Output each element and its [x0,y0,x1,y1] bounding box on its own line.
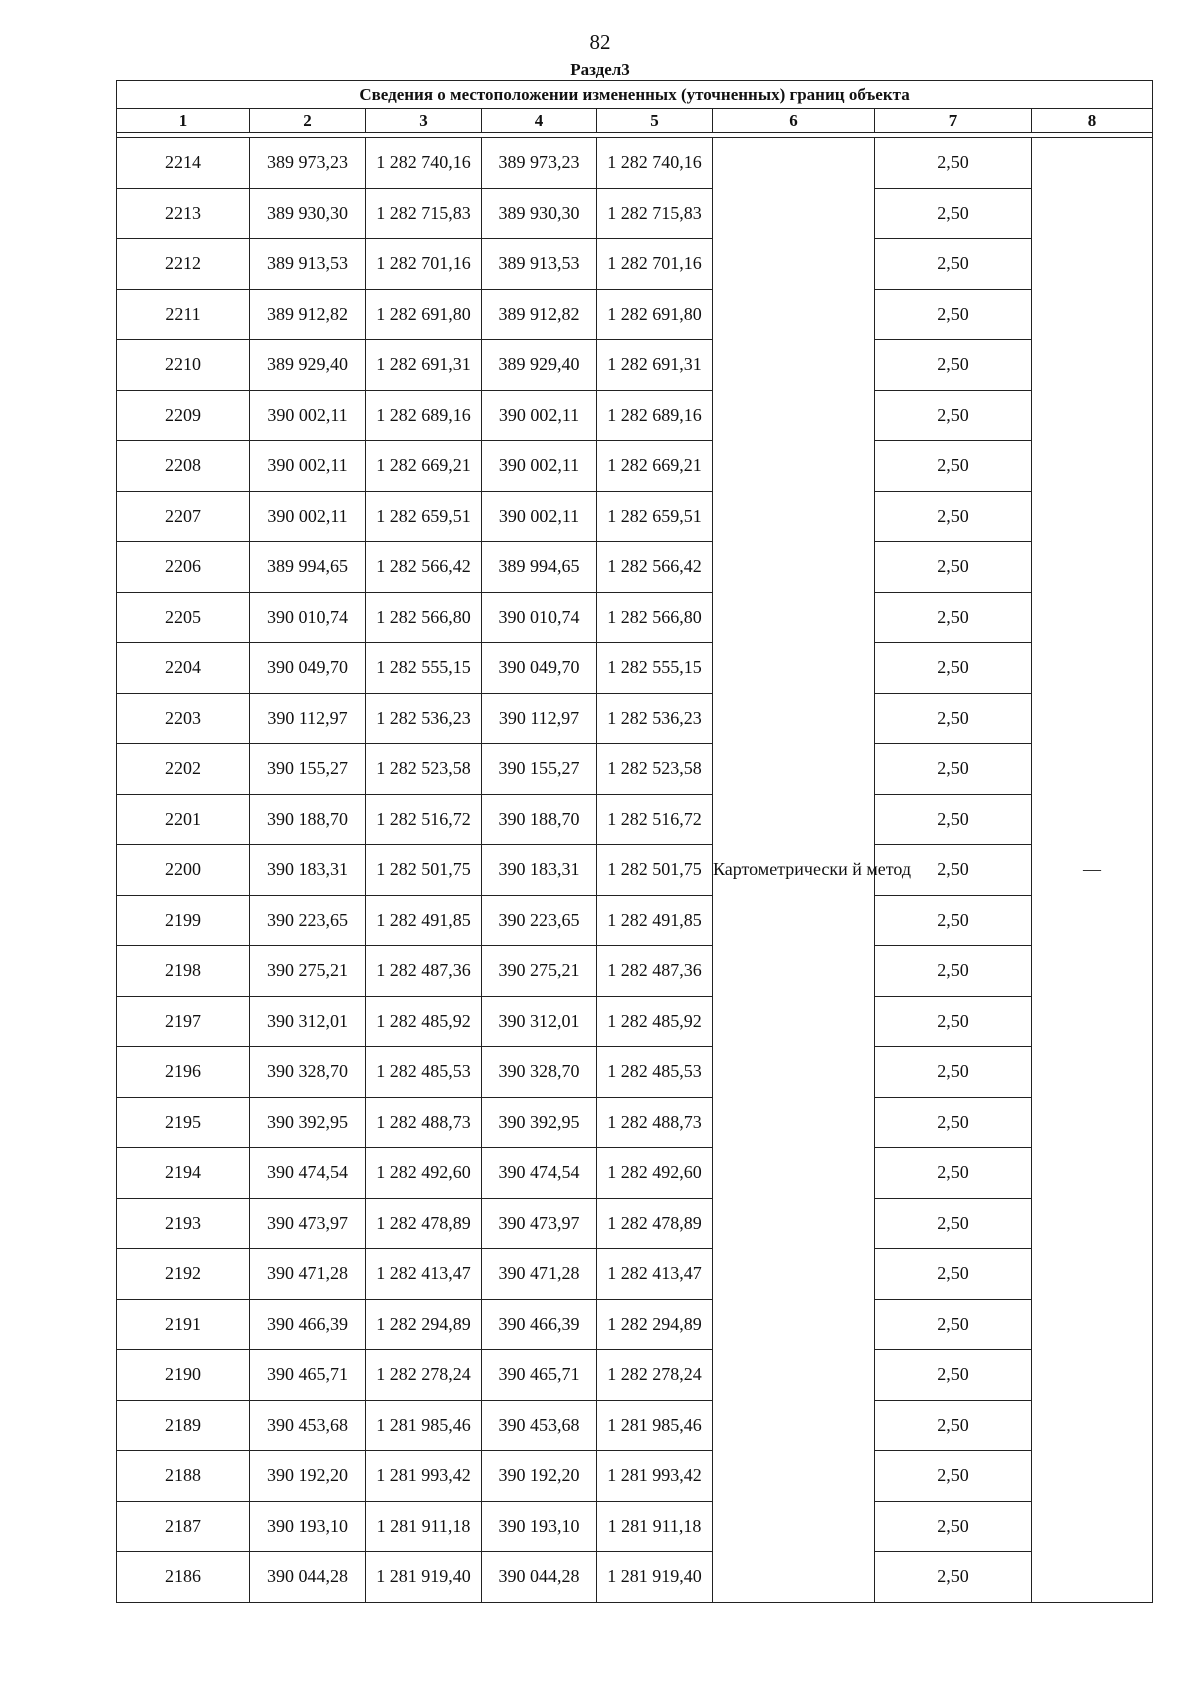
accuracy-cell: 2,50 [875,340,1032,391]
y-existing-cell: 1 282 701,16 [366,239,482,290]
y-new-cell: 1 282 478,89 [597,1198,713,1249]
x-new-cell: 390 392,95 [482,1097,597,1148]
y-new-cell: 1 282 488,73 [597,1097,713,1148]
point-number-cell: 2203 [117,693,250,744]
point-number-cell: 2205 [117,592,250,643]
column-header: 4 [482,109,597,133]
table-row [117,1198,1153,1249]
x-new-cell: 389 994,65 [482,542,597,593]
table-row [117,1047,1153,1098]
x-new-cell: 390 453,68 [482,1400,597,1451]
point-number-cell: 2198 [117,946,250,997]
point-number-cell: 2196 [117,1047,250,1098]
column-header: 2 [250,109,366,133]
table-row [117,1249,1153,1300]
y-new-cell: 1 282 691,31 [597,340,713,391]
y-existing-cell: 1 281 919,40 [366,1552,482,1603]
accuracy-cell: 2,50 [875,390,1032,441]
x-new-cell: 389 913,53 [482,239,597,290]
accuracy-cell: 2,50 [875,1400,1032,1451]
table-row [117,946,1153,997]
accuracy-cell: 2,50 [875,996,1032,1047]
column-header: 5 [597,109,713,133]
accuracy-cell: 2,50 [875,1552,1032,1603]
accuracy-cell: 2,50 [875,744,1032,795]
y-new-cell: 1 281 911,18 [597,1501,713,1552]
table-row [117,289,1153,340]
y-new-cell: 1 282 294,89 [597,1299,713,1350]
y-existing-cell: 1 282 413,47 [366,1249,482,1300]
table-row [117,188,1153,239]
x-new-cell: 390 193,10 [482,1501,597,1552]
y-existing-cell: 1 282 555,15 [366,643,482,694]
point-number-cell: 2210 [117,340,250,391]
x-new-cell: 390 465,71 [482,1350,597,1401]
accuracy-cell: 2,50 [875,1249,1032,1300]
x-new-cell: 389 912,82 [482,289,597,340]
table-row [117,441,1153,492]
y-existing-cell: 1 282 491,85 [366,895,482,946]
method-cell: Картометрически й метод [713,138,875,1603]
y-existing-cell: 1 282 501,75 [366,845,482,896]
y-existing-cell: 1 282 278,24 [366,1350,482,1401]
y-new-cell: 1 282 487,36 [597,946,713,997]
table-row [117,592,1153,643]
x-existing-cell: 390 044,28 [250,1552,366,1603]
x-new-cell: 390 471,28 [482,1249,597,1300]
y-existing-cell: 1 282 485,53 [366,1047,482,1098]
page-number: 82 [589,30,611,54]
point-number-cell: 2188 [117,1451,250,1502]
x-existing-cell: 389 913,53 [250,239,366,290]
x-existing-cell: 390 392,95 [250,1097,366,1148]
table-row [117,996,1153,1047]
y-existing-cell: 1 282 691,80 [366,289,482,340]
y-existing-cell: 1 282 659,51 [366,491,482,542]
y-new-cell: 1 282 566,42 [597,542,713,593]
point-number-cell: 2214 [117,138,250,189]
x-new-cell: 390 002,11 [482,441,597,492]
boundary-table [116,80,1153,1603]
accuracy-cell: 2,50 [875,1350,1032,1401]
point-number-cell: 2206 [117,542,250,593]
table-row [117,1501,1153,1552]
table-row [117,845,1153,896]
table-row [117,542,1153,593]
x-existing-cell: 390 474,54 [250,1148,366,1199]
x-existing-cell: 389 929,40 [250,340,366,391]
column-header: 6 [713,109,875,133]
y-new-cell: 1 282 523,58 [597,744,713,795]
x-existing-cell: 390 002,11 [250,390,366,441]
section-title: Раздел3 [570,60,630,79]
x-existing-cell: 390 193,10 [250,1501,366,1552]
x-new-cell: 390 473,97 [482,1198,597,1249]
x-existing-cell: 390 473,97 [250,1198,366,1249]
x-existing-cell: 389 973,23 [250,138,366,189]
accuracy-cell: 2,50 [875,794,1032,845]
y-existing-cell: 1 282 485,92 [366,996,482,1047]
point-number-cell: 2186 [117,1552,250,1603]
point-number-cell: 2213 [117,188,250,239]
x-existing-cell: 390 328,70 [250,1047,366,1098]
point-number-cell: 2204 [117,643,250,694]
x-new-cell: 390 474,54 [482,1148,597,1199]
table-row [117,1299,1153,1350]
x-new-cell: 390 183,31 [482,845,597,896]
table-row [117,895,1153,946]
x-new-cell: 390 002,11 [482,491,597,542]
accuracy-cell: 2,50 [875,1097,1032,1148]
header-row [117,109,1153,133]
y-new-cell: 1 282 485,92 [597,996,713,1047]
column-header: 8 [1032,109,1153,133]
y-new-cell: 1 282 485,53 [597,1047,713,1098]
table-row [117,643,1153,694]
x-new-cell: 390 010,74 [482,592,597,643]
x-new-cell: 390 466,39 [482,1299,597,1350]
accuracy-cell: 2,50 [875,491,1032,542]
x-existing-cell: 390 049,70 [250,643,366,694]
table-row [117,1400,1153,1451]
accuracy-cell: 2,50 [875,441,1032,492]
point-number-cell: 2190 [117,1350,250,1401]
x-existing-cell: 390 465,71 [250,1350,366,1401]
x-existing-cell: 390 002,11 [250,441,366,492]
x-existing-cell: 390 002,11 [250,491,366,542]
y-existing-cell: 1 282 478,89 [366,1198,482,1249]
x-existing-cell: 390 453,68 [250,1400,366,1451]
x-new-cell: 390 312,01 [482,996,597,1047]
table-row [117,1350,1153,1401]
y-existing-cell: 1 282 689,16 [366,390,482,441]
x-new-cell: 390 044,28 [482,1552,597,1603]
table-row [117,1148,1153,1199]
point-number-cell: 2191 [117,1299,250,1350]
table-row [117,1451,1153,1502]
x-new-cell: 390 002,11 [482,390,597,441]
point-number-cell: 2202 [117,744,250,795]
x-existing-cell: 389 994,65 [250,542,366,593]
table-row [117,1097,1153,1148]
y-existing-cell: 1 281 911,18 [366,1501,482,1552]
column-header: 1 [117,109,250,133]
y-new-cell: 1 282 536,23 [597,693,713,744]
y-new-cell: 1 281 993,42 [597,1451,713,1502]
x-new-cell: 390 328,70 [482,1047,597,1098]
y-new-cell: 1 282 740,16 [597,138,713,189]
y-existing-cell: 1 282 492,60 [366,1148,482,1199]
point-number-cell: 2207 [117,491,250,542]
x-existing-cell: 390 466,39 [250,1299,366,1350]
y-new-cell: 1 282 669,21 [597,441,713,492]
accuracy-cell: 2,50 [875,542,1032,593]
accuracy-cell: 2,50 [875,188,1032,239]
point-number-cell: 2200 [117,845,250,896]
y-existing-cell: 1 282 487,36 [366,946,482,997]
y-new-cell: 1 282 701,16 [597,239,713,290]
y-new-cell: 1 282 516,72 [597,794,713,845]
y-existing-cell: 1 281 993,42 [366,1451,482,1502]
x-new-cell: 389 929,40 [482,340,597,391]
x-new-cell: 390 275,21 [482,946,597,997]
accuracy-cell: 2,50 [875,1198,1032,1249]
y-new-cell: 1 282 278,24 [597,1350,713,1401]
y-new-cell: 1 282 491,85 [597,895,713,946]
table-row [117,693,1153,744]
column-header: 3 [366,109,482,133]
y-existing-cell: 1 282 294,89 [366,1299,482,1350]
table-row [117,794,1153,845]
table-row [117,1552,1153,1603]
point-number-cell: 2192 [117,1249,250,1300]
accuracy-cell: 2,50 [875,1148,1032,1199]
x-existing-cell: 390 155,27 [250,744,366,795]
accuracy-cell: 2,50 [875,1299,1032,1350]
point-number-cell: 2194 [117,1148,250,1199]
table-row [117,239,1153,290]
x-existing-cell: 390 312,01 [250,996,366,1047]
x-existing-cell: 389 912,82 [250,289,366,340]
y-new-cell: 1 282 492,60 [597,1148,713,1199]
y-new-cell: 1 281 919,40 [597,1552,713,1603]
y-new-cell: 1 282 555,15 [597,643,713,694]
point-number-cell: 2211 [117,289,250,340]
x-new-cell: 390 223,65 [482,895,597,946]
y-existing-cell: 1 282 691,31 [366,340,482,391]
table-row [117,340,1153,391]
point-number-cell: 2208 [117,441,250,492]
x-existing-cell: 390 112,97 [250,693,366,744]
y-existing-cell: 1 281 985,46 [366,1400,482,1451]
accuracy-cell: 2,50 [875,895,1032,946]
x-existing-cell: 390 010,74 [250,592,366,643]
x-existing-cell: 390 192,20 [250,1451,366,1502]
y-existing-cell: 1 282 536,23 [366,693,482,744]
point-number-cell: 2189 [117,1400,250,1451]
accuracy-cell: 2,50 [875,643,1032,694]
point-number-cell: 2199 [117,895,250,946]
accuracy-cell: 2,50 [875,946,1032,997]
x-existing-cell: 390 275,21 [250,946,366,997]
y-existing-cell: 1 282 740,16 [366,138,482,189]
table-body [117,138,1153,1603]
y-new-cell: 1 282 659,51 [597,491,713,542]
accuracy-cell: 2,50 [875,1047,1032,1098]
point-number-cell: 2212 [117,239,250,290]
y-new-cell: 1 282 566,80 [597,592,713,643]
y-new-cell: 1 282 691,80 [597,289,713,340]
x-existing-cell: 389 930,30 [250,188,366,239]
col8-cell: — [1032,138,1153,1603]
y-existing-cell: 1 282 523,58 [366,744,482,795]
table-caption: Сведения о местоположении измененных (уточненных) границ объекта [117,81,1153,109]
y-new-cell: 1 282 715,83 [597,188,713,239]
accuracy-cell: 2,50 [875,289,1032,340]
y-existing-cell: 1 282 566,42 [366,542,482,593]
x-new-cell: 389 973,23 [482,138,597,189]
accuracy-cell: 2,50 [875,138,1032,189]
y-existing-cell: 1 282 516,72 [366,794,482,845]
accuracy-cell: 2,50 [875,239,1032,290]
y-new-cell: 1 281 985,46 [597,1400,713,1451]
point-number-cell: 2193 [117,1198,250,1249]
table-row [117,491,1153,542]
table-row [117,138,1153,189]
accuracy-cell: 2,50 [875,592,1032,643]
y-existing-cell: 1 282 488,73 [366,1097,482,1148]
table-row [117,390,1153,441]
x-new-cell: 390 188,70 [482,794,597,845]
x-existing-cell: 390 223,65 [250,895,366,946]
x-new-cell: 390 192,20 [482,1451,597,1502]
accuracy-cell: 2,50 [875,1501,1032,1552]
x-new-cell: 390 155,27 [482,744,597,795]
table-row [117,744,1153,795]
point-number-cell: 2201 [117,794,250,845]
y-existing-cell: 1 282 715,83 [366,188,482,239]
y-existing-cell: 1 282 669,21 [366,441,482,492]
point-number-cell: 2209 [117,390,250,441]
y-new-cell: 1 282 501,75 [597,845,713,896]
x-existing-cell: 390 188,70 [250,794,366,845]
point-number-cell: 2187 [117,1501,250,1552]
point-number-cell: 2197 [117,996,250,1047]
point-number-cell: 2195 [117,1097,250,1148]
y-new-cell: 1 282 689,16 [597,390,713,441]
accuracy-cell: 2,50 [875,845,1032,896]
x-existing-cell: 390 471,28 [250,1249,366,1300]
accuracy-cell: 2,50 [875,693,1032,744]
y-existing-cell: 1 282 566,80 [366,592,482,643]
x-new-cell: 390 049,70 [482,643,597,694]
y-new-cell: 1 282 413,47 [597,1249,713,1300]
x-new-cell: 389 930,30 [482,188,597,239]
accuracy-cell: 2,50 [875,1451,1032,1502]
column-header: 7 [875,109,1032,133]
x-existing-cell: 390 183,31 [250,845,366,896]
x-new-cell: 390 112,97 [482,693,597,744]
